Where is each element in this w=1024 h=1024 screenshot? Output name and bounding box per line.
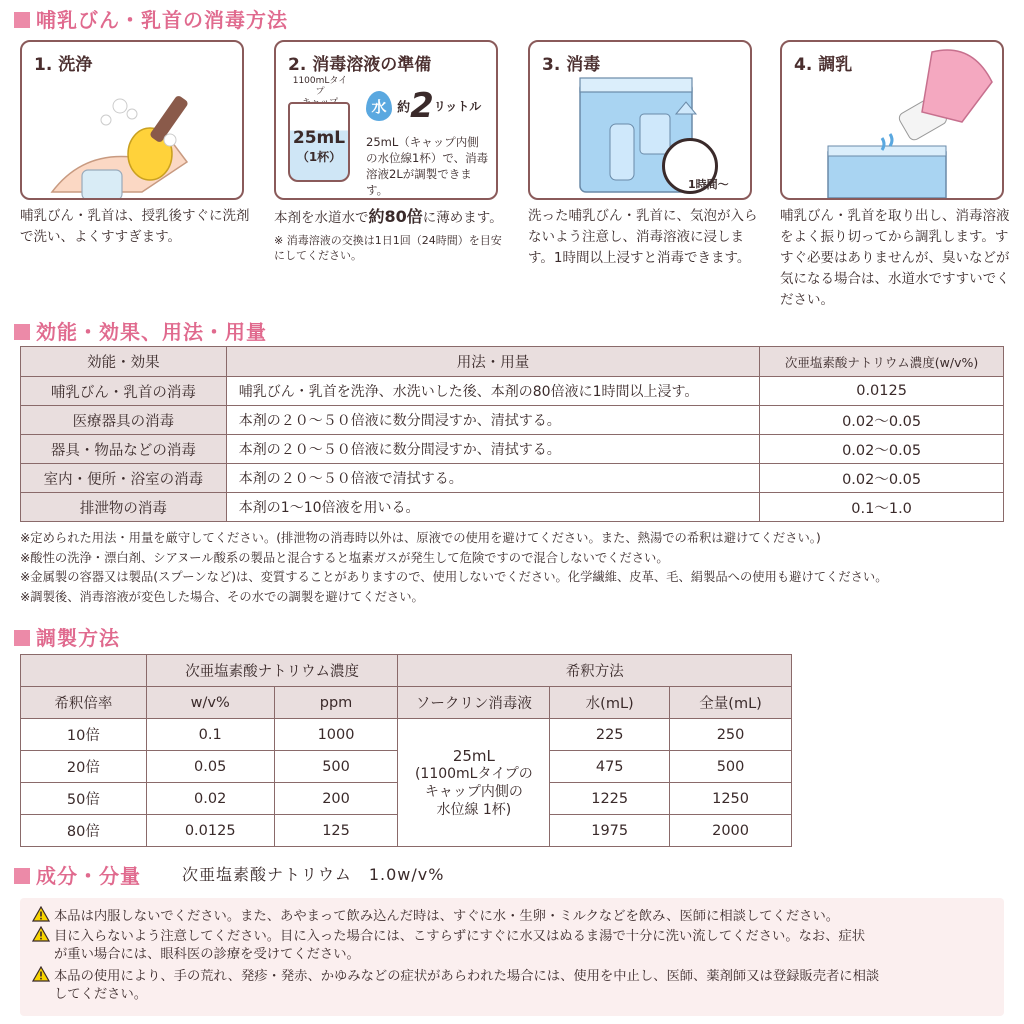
table-row: 20倍 0.05 500 475 500 — [21, 751, 792, 783]
note-line: ※酸性の洗浄・漂白剤、シアヌール酸系の製品と混合すると塩素ガスが発生して危険ですので混合しないでください。 — [20, 550, 669, 565]
step-2-description: 本剤を水道水で約80倍に薄めます。 ※ 消毒溶液の交換は1日1回（24時間）を目安にしてください。 — [274, 206, 506, 263]
step-2-card — [274, 40, 498, 200]
prep-header: w/v% — [146, 687, 274, 719]
step-4-card — [780, 40, 1004, 200]
step-3-description: 洗った哺乳びん・乳首に、気泡が入らないよう注意し、消毒溶液に浸します。1時間以上浸すと消毒できます。 — [528, 208, 758, 266]
step-4-description: 哺乳びん・乳首を取り出し、消毒溶液をよく振り切ってから調乳します。すすぐ必要はありませんが、臭いなどが気になる場合は、水道水ですすいでください。 — [780, 208, 1010, 308]
step-1-description: 哺乳びん・乳首は、授乳後すぐに洗剤で洗い、よくすすぎます。 — [20, 208, 250, 245]
cap-count: （1杯） — [296, 150, 342, 164]
cap-illustration — [288, 102, 350, 182]
section-title-effects: 効能・効果、用法・用量 — [14, 316, 267, 345]
note-line: ※金属製の容器又は製品(スプーンなど)は、変質することがありますので、使用しないでください。化学繊維、皮革、毛、絹製品への使用も避けてください。 — [20, 570, 888, 584]
section-title-prep: 調製方法 — [14, 622, 120, 651]
warning-line: 目に入らないよう注意してください。目に入った場合には、こすらずにすぐに水又はぬるま湯で十分に洗い流してください。なお、症状 — [32, 926, 865, 946]
washing-bottle-illustration — [22, 42, 244, 200]
clock-label: 1時間〜 — [688, 178, 729, 191]
prep-header: 水(mL) — [550, 687, 670, 719]
table-row: 医療器具の消毒 本剤の２０～５０倍液に数分間浸すか、清拭する。 0.02～0.05 — [21, 406, 1004, 435]
section-title-ingredient: 成分・分量 — [14, 860, 141, 889]
prep-header: ソークリン消毒液 — [398, 687, 550, 719]
step-3-title: 3. 消毒 — [542, 55, 601, 75]
cap-description: 25mL（キャップ内側の水位線1杯）で、消毒溶液2Lが調製できます。 — [366, 135, 489, 197]
warning-icon — [32, 926, 50, 942]
warning-box — [20, 898, 1004, 1016]
effects-table — [20, 346, 1004, 522]
shaking-bottle-illustration — [782, 42, 1004, 200]
warning-icon — [32, 966, 50, 982]
table-row: 80倍 0.0125 125 1975 2000 — [21, 815, 792, 847]
effects-header: 用法・用量 — [226, 347, 759, 377]
water-drop-icon: 水 — [366, 91, 392, 121]
note-line: ※定められた用法・用量を厳守してください。(排泄物の消毒時以外は、原液での使用を避けてください。また、熱湯での希釈は避けてください。) — [20, 531, 821, 545]
table-row: 排泄物の消毒 本剤の1～10倍液を用いる。 0.1～1.0 — [21, 493, 1004, 522]
table-row: 室内・便所・浴室の消毒 本剤の２０～５０倍液で清拭する。 0.02～0.05 — [21, 464, 1004, 493]
water-amount: 水 約2リットル — [366, 86, 481, 126]
warning-icon — [32, 906, 50, 922]
table-row: 哺乳びん・乳首の消毒 哺乳びん・乳首を洗浄、水洗いした後、本剤の80倍液に1時間以上浸す。 0.0125 — [21, 377, 1004, 406]
warning-line: 本品は内服しないでください。また、あやまって飲み込んだ時は、すぐに水・生卵・ミルクなどを飲み、医師に相談してください。 — [32, 906, 839, 926]
warning-line: 本品の使用により、手の荒れ、発疹・発赤、かゆみなどの症状があらわれた場合には、使用を中止し、医師、薬剤師又は登録販売者に相談 — [32, 966, 879, 986]
prep-group-header: 希釈方法 — [398, 655, 792, 687]
prep-header: ppm — [274, 687, 398, 719]
prep-group-header: 次亜塩素酸ナトリウム濃度 — [146, 655, 398, 687]
cap-type-label: 1100mLタイプ — [292, 76, 348, 97]
warning-line: してください。 — [54, 987, 148, 1002]
step-1-title: 1. 洗浄 — [34, 55, 93, 75]
prep-header: 全量(mL) — [670, 687, 792, 719]
step-3-card — [528, 40, 752, 200]
prep-header: 希釈倍率 — [21, 687, 147, 719]
cap-amount: 25mL — [292, 128, 346, 148]
step-4-title: 4. 調乳 — [794, 55, 853, 75]
ingredient-text: 次亜塩素酸ナトリウム 1.0w/v% — [182, 865, 445, 884]
usage-notes — [20, 529, 888, 607]
note-line: ※調製後、消毒溶液が変色した場合、その水での調製を避けてください。 — [20, 589, 424, 604]
soaklin-amount-cell: 25mL (1100mLタイプの キャップ内側の 水位線 1杯) — [398, 719, 550, 847]
table-row: 10倍 0.1 1000 25mL (1100mLタイプの キャップ内側の 水位線 1杯) 225 250 — [21, 719, 792, 751]
warning-line: が重い場合には、眼科医の診療を受けてください。 — [54, 947, 360, 962]
table-row: 器具・物品などの消毒 本剤の２０～５０倍液に数分間浸すか、清拭する。 0.02～0.05 — [21, 435, 1004, 464]
table-row: 50倍 0.02 200 1225 1250 — [21, 783, 792, 815]
step-1-card — [20, 40, 244, 200]
effects-header: 効能・効果 — [21, 347, 227, 377]
step-2-note: ※ 消毒溶液の交換は1日1回（24時間）を目安にしてください。 — [274, 234, 502, 262]
effects-header: 次亜塩素酸ナトリウム濃度(w/v%) — [760, 347, 1004, 377]
step-2-title: 2. 消毒溶液の準備 — [288, 55, 432, 75]
section-title-bottle: 哺乳びん・乳首の消毒方法 — [14, 4, 288, 33]
prep-table — [20, 654, 792, 847]
